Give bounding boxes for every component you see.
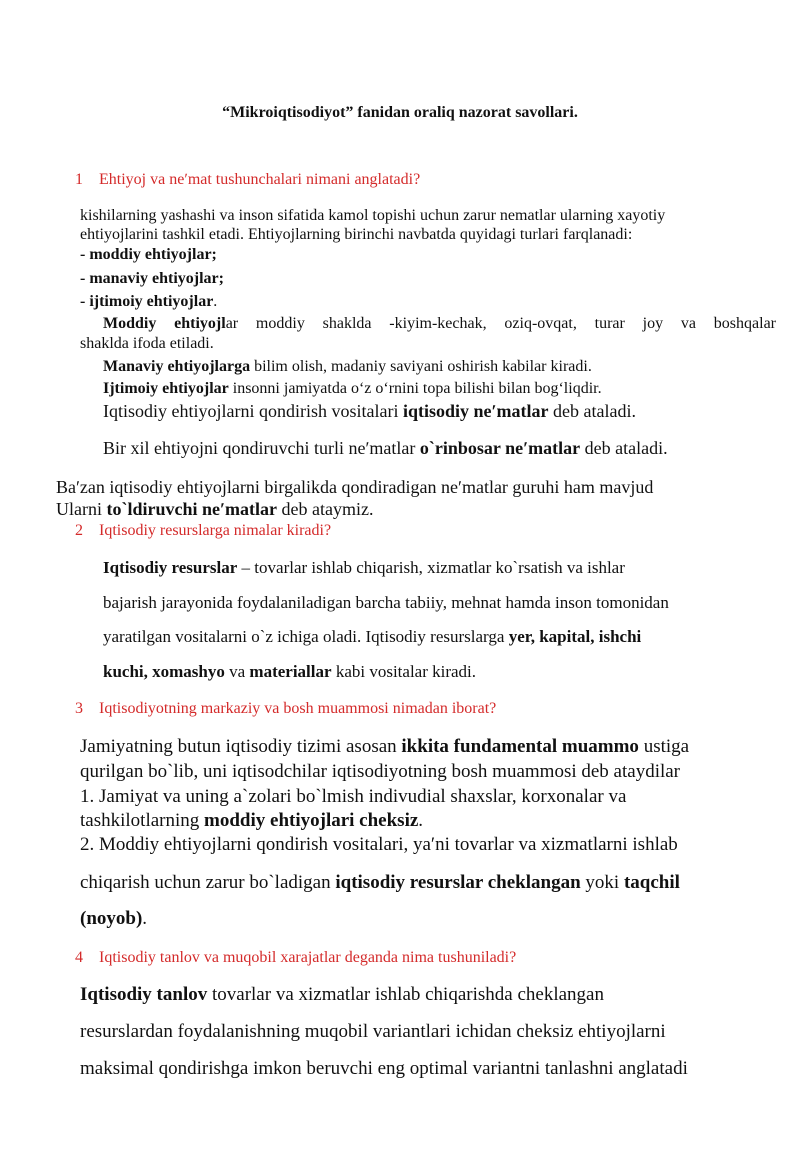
answer-1-intro-line2: ehtiyojlarini tashkil etadi. Ehtiyojlarning birinchi navbatda quyidagi turlari farqlanadi: xyxy=(80,226,633,243)
question-3 xyxy=(75,700,496,718)
answer-1-moddiy-line1: Moddiy ehtiyojlar moddiy shaklda -kiyim-kechak, oziq-ovqat, turar joy va boshqalar xyxy=(103,315,777,332)
answer-3-line3: 1. Jamiyat va uning a`zolari bo`lmish indivudial shaxslar, korxonalar va xyxy=(80,786,627,807)
answer-1-bazan-line1: Baʹzan iqtisodiy ehtiyojlarni birgalikda qondiradigan neʹmatlar guruhi ham mavjud xyxy=(56,477,654,497)
answer-4-line1: Iqtisodiy tanlov tovarlar va xizmatlar ishlab chiqarishda cheklangan xyxy=(80,984,604,1005)
answer-3-line2: qurilgan bo`lib, uni iqtisodchilar iqtisodiyotning bosh muammosi deb ataydilar xyxy=(80,761,681,782)
answer-1-manaviy: Manaviy ehtiyojlarga bilim olish, madaniy saviyani oshirish kabilar kiradi. xyxy=(103,358,592,375)
answer-1-orinbosar: Bir xil ehtiyojni qondiruvchi turli neʹmatlar o`rinbosar neʹmatlar deb ataladi. xyxy=(103,438,668,458)
question-2-text: Iqtisodiy resurslarga nimalar kiradi? xyxy=(99,522,332,539)
answer-1-intro-line1: kishilarning yashashi va inson sifatida kamol topishi uchun zarur nematlar ularning xayotiy xyxy=(80,207,666,224)
answer-1-list-item-2: - manaviy ehtiyojlar; xyxy=(80,270,224,287)
answer-4-line2: resurslardan foydalanishning muqobil variantlari ichidan cheksiz ehtiyojlarni xyxy=(80,1021,666,1042)
answer-1-list-item-3: - ijtimoiy ehtiyojlar. xyxy=(80,293,218,310)
answer-4-line3: maksimal qondirishga imkon beruvchi eng optimal variantni tanlashni anglatadi xyxy=(80,1058,688,1079)
question-4-number: 4 xyxy=(75,949,83,966)
answer-1-ijtimoiy: Ijtimoiy ehtiyojlar insonni jamiyatda o‘z o‘rnini topa bilishi bilan bog‘liqdir. xyxy=(103,380,602,397)
question-4-text: Iqtisodiy tanlov va muqobil xarajatlar deganda nima tushuniladi? xyxy=(99,949,517,966)
answer-2-line3: yaratilgan vositalarni o`z ichiga oladi. Iqtisodiy resurslarga yer, kapital, ishchi xyxy=(103,627,642,646)
answer-1-moddiy-line2: shaklda ifoda etiladi. xyxy=(80,335,214,352)
answer-3-line4: tashkilotlarning moddiy ehtiyojlari cheksiz. xyxy=(80,810,424,831)
answer-2-line1: Iqtisodiy resurslar – tovarlar ishlab chiqarish, xizmatlar ko`rsatish va ishlar xyxy=(103,558,625,577)
question-1-text: Ehtiyoj va neʹmat tushunchalari nimani anglatadi? xyxy=(99,171,421,188)
question-1 xyxy=(75,171,420,189)
answer-2-line4: kuchi, xomashyo va materiallar kabi vositalar kiradi. xyxy=(103,662,477,681)
document-title: “Mikroiqtisodiyot” fanidan oraliq nazorat savollari. xyxy=(222,104,578,121)
answer-3-line7: (noyob). xyxy=(80,908,148,929)
answer-1-list-item-1: - moddiy ehtiyojlar; xyxy=(80,246,217,263)
answer-1-vositalar: Iqtisodiy ehtiyojlarni qondirish vositalari iqtisodiy neʹmatlar deb ataladi. xyxy=(103,401,637,421)
question-2 xyxy=(75,522,331,540)
question-3-text: Iqtisodiyotning markaziy va bosh muammosi nimadan iborat? xyxy=(99,700,497,717)
answer-1-bazan-line2: Ularni to`ldiruvchi neʹmatlar deb ataymiz. xyxy=(56,499,374,519)
answer-3-line6: chiqarish uchun zarur bo`ladigan iqtisodiy resurslar cheklangan yoki taqchil xyxy=(80,872,680,893)
question-3-number: 3 xyxy=(75,700,83,717)
question-4 xyxy=(75,949,516,967)
answer-3-line1: Jamiyatning butun iqtisodiy tizimi asosan ikkita fundamental muammo ustiga xyxy=(80,736,690,757)
question-1-number: 1 xyxy=(75,171,83,188)
answer-2-line2: bajarish jarayonida foydalaniladigan barcha tabiiy, mehnat hamda inson tomonidan xyxy=(103,593,669,612)
answer-3-line5: 2. Moddiy ehtiyojlarni qondirish vositalari, yaʹni tovarlar va xizmatlarni ishlab xyxy=(80,834,678,855)
question-2-number: 2 xyxy=(75,522,83,539)
